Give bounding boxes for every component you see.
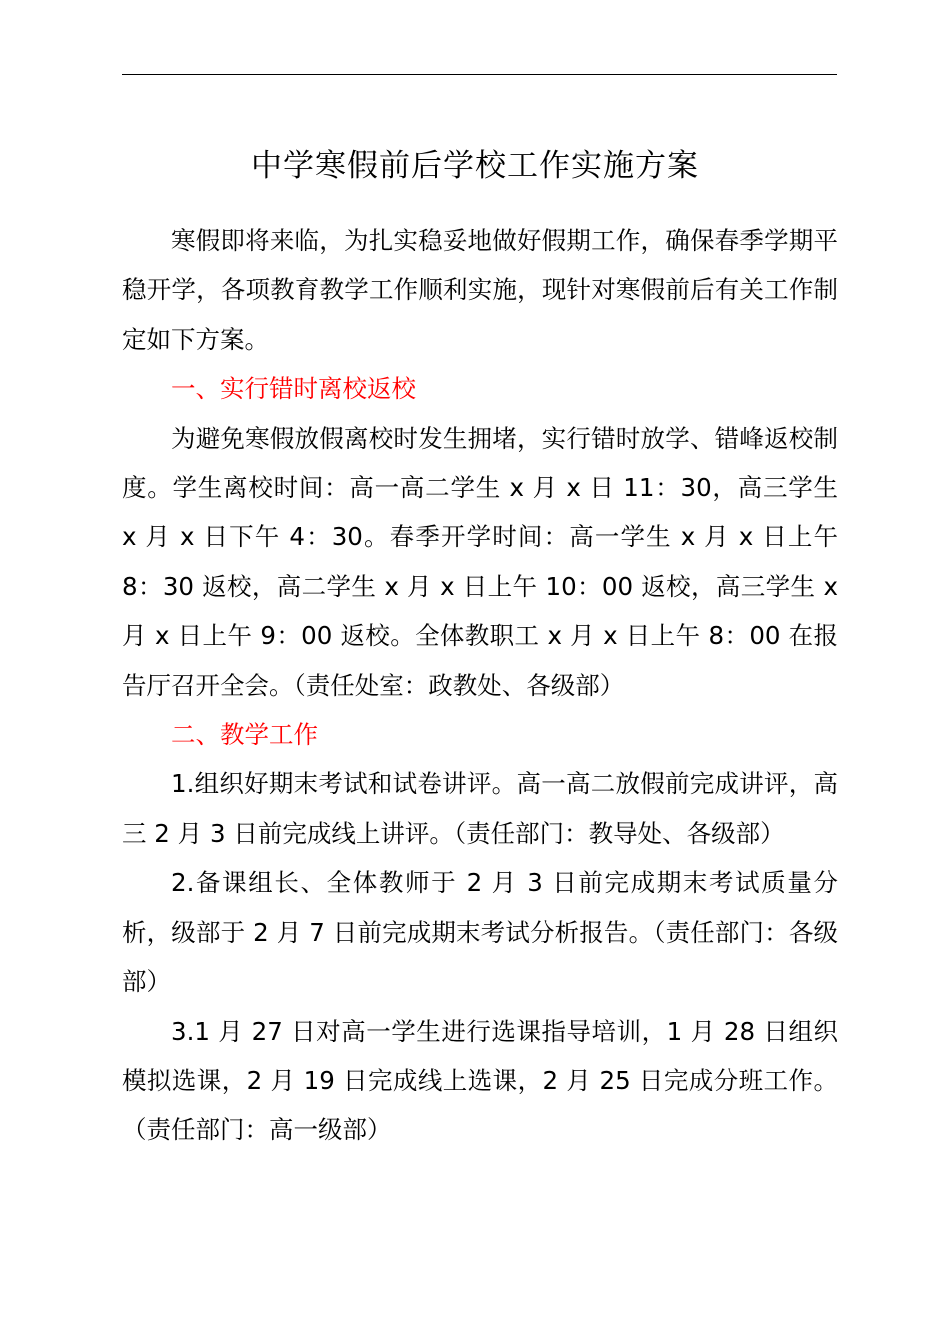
section-2-item-1: 1.组织好期末考试和试卷讲评。高一高二放假前完成讲评，高三 2 月 3 日前完成线上讲评。（责任部门：教导处、各级部）: [122, 769, 838, 848]
header-rule: [122, 74, 837, 75]
section-2-item-2: 2.备课组长、全体教师于 2 月 3 日前完成期末考试质量分析，级部于 2 月 7 日前完成期末考试分析报告。（责任部门：各级部）: [122, 868, 838, 997]
document-body: [122, 216, 838, 1155]
intro-paragraph: 寒假即将来临，为扎实稳妥地做好假期工作，确保春季学期平稳开学，各项教育教学工作顺利实施，现针对寒假前后有关工作制定如下方案。: [122, 226, 838, 354]
section-heading-2: 二、教学工作: [171, 720, 318, 750]
section-2-item-3: 3.1 月 27 日对高一学生进行选课指导培训，1 月 28 日组织模拟选课，2 月 19 日完成线上选课，2 月 25 日完成分班工作。（责任部门：高一级部）: [122, 1016, 838, 1145]
section-heading-1: 一、实行错时离校返校: [171, 374, 416, 404]
section-1-paragraph: 为避免寒假放假离校时发生拥堵，实行错时放学、错峰返校制度。学生离校时间：高一高二学生 x 月 x 日 11：30，高三学生 x 月 x 日下午 4：30。春季开学时间：高一学生 x 月 x 日上午 8：30 返校，高二学生 x 月 x 日上午 10：00 返校，高三学生 x 月 x 日上午 9：00 返校。全体教职工 x 月 x 日上午 8：00 在报告厅召开全会。（责任处室：政教处、各级部）: [122, 423, 838, 700]
document-title: 中学寒假前后学校工作实施方案: [251, 148, 699, 184]
